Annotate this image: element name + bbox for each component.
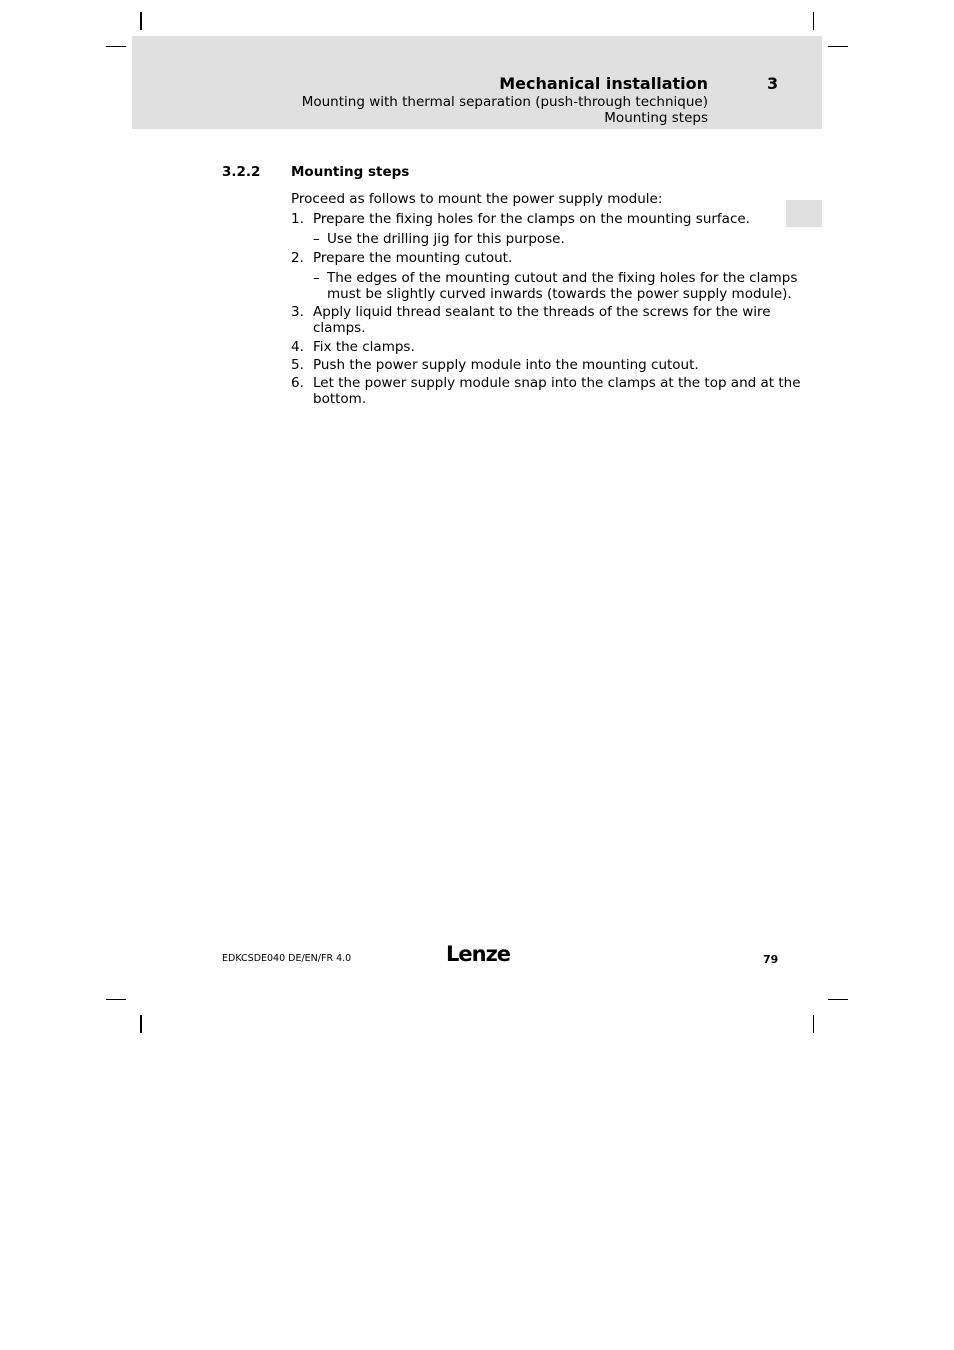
step-text: Let the power supply module snap into the clamps at the top and at the <box>313 375 801 391</box>
dash-bullet: – <box>313 231 320 247</box>
chapter-tab <box>786 200 822 227</box>
header-subtitle: Mounting with thermal separation (push-through technique) <box>301 94 708 110</box>
step-number: 4. <box>291 339 304 355</box>
crop-mark <box>813 12 814 30</box>
step-number: 3. <box>291 304 304 320</box>
step-text: Push the power supply module into the mounting cutout. <box>313 357 699 373</box>
step-text: clamps. <box>313 320 366 336</box>
crop-mark <box>828 999 848 1000</box>
page-number: 79 <box>763 953 779 966</box>
crop-mark <box>828 46 848 47</box>
step-number: 5. <box>291 357 304 373</box>
step-text: Prepare the fixing holes for the clamps on the mounting surface. <box>313 211 750 227</box>
section-title: Mounting steps <box>291 164 410 180</box>
step-text: Prepare the mounting cutout. <box>313 250 513 266</box>
header-subtitle: Mounting steps <box>604 110 708 126</box>
step-text: Apply liquid thread sealant to the threads of the screws for the wire <box>313 304 771 320</box>
step-number: 1. <box>291 211 304 227</box>
crop-mark <box>813 1015 814 1033</box>
intro-text: Proceed as follows to mount the power supply module: <box>291 191 663 207</box>
crop-mark <box>140 12 142 30</box>
lenze-logo: Lenze <box>446 942 511 966</box>
crop-mark <box>106 999 126 1000</box>
crop-mark <box>140 1015 142 1033</box>
crop-mark <box>106 46 126 47</box>
dash-bullet: – <box>313 270 320 286</box>
chapter-title: Mechanical installation <box>499 74 708 93</box>
page-header <box>132 36 822 129</box>
step-text: bottom. <box>313 391 367 407</box>
section-number: 3.2.2 <box>222 164 261 180</box>
step-text: The edges of the mounting cutout and the fixing holes for the clamps <box>327 270 798 286</box>
step-text: Fix the clamps. <box>313 339 415 355</box>
step-number: 6. <box>291 375 304 391</box>
chapter-number: 3 <box>767 74 779 93</box>
doc-code: EDKCSDE040 DE/EN/FR 4.0 <box>222 953 352 964</box>
step-number: 2. <box>291 250 304 266</box>
step-text: Use the drilling jig for this purpose. <box>327 231 565 247</box>
step-text: must be slightly curved inwards (towards the power supply module). <box>327 286 792 302</box>
